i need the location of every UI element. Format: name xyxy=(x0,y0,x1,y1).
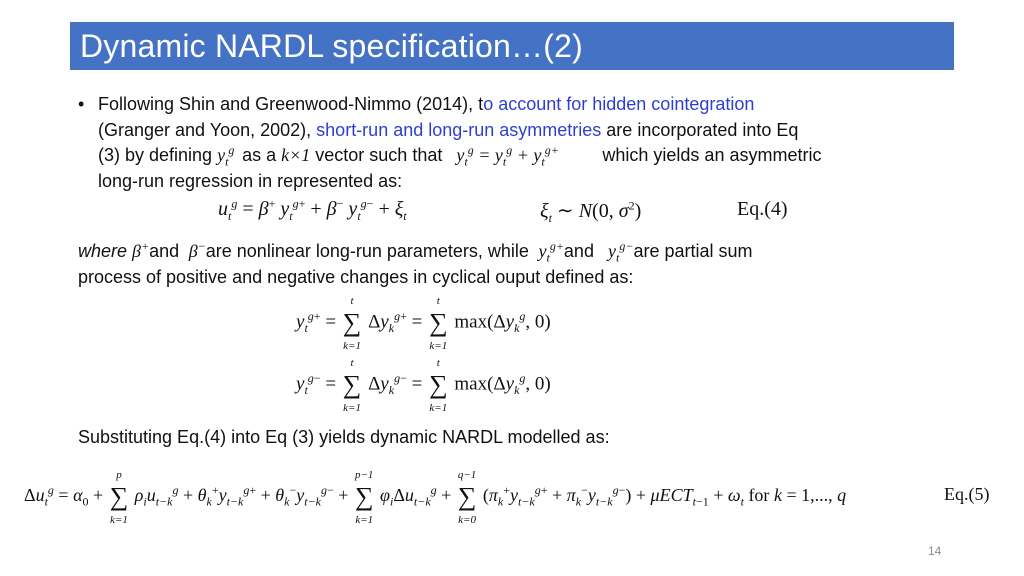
eq4-label: Eq.(4) xyxy=(737,198,788,220)
where-end: are partial sum xyxy=(633,241,753,261)
bullet-line-2: (Granger and Yoon, 2002), xyxy=(98,119,317,140)
where-word: where xyxy=(78,241,128,261)
page-number: 14 xyxy=(928,544,942,558)
where-line-2: process of positive and negative changes in cyclical ouput defined as: xyxy=(78,267,634,287)
where-line xyxy=(78,239,753,265)
yt-minus-symbol: $y_t^{g-}$ xyxy=(598,239,634,265)
eq5-label: Eq.(5) xyxy=(944,484,990,504)
where-mid: are nonlinear long-run parameters, while xyxy=(205,241,529,261)
bullet-text xyxy=(98,92,958,194)
long-run-regression-equation: $u_t^g = \beta^+$ $y_t^{g+} + \beta^-$ $y_t^{g-} + \xi_t$ xyxy=(218,196,407,223)
decomposition-formula: $y_t^g = y_t^g + y_t^{g+}$ xyxy=(447,143,559,169)
bullet-paragraph xyxy=(78,92,958,194)
bullet-line-3d: which yields an asymmetric xyxy=(602,145,822,165)
slide-title: Dynamic NARDL specification…(2) xyxy=(80,27,583,64)
beta-plus-symbol: β+ xyxy=(132,239,150,261)
bullet-line-3a: (3) by defining xyxy=(98,145,218,165)
partial-sum-negative: $y_t^{g-}$ = ∑ t k=1 $\Delta y_k^{g-}$ = ∑ t k=1 $\max(\Delta y_k^g$, 0) xyxy=(296,357,551,414)
bullet-line-2-tail: are incorporated into Eq xyxy=(601,119,799,140)
bullet-line-3c: vector such that xyxy=(315,145,443,165)
dynamic-nardl-equation: $\Delta u_t^g = \alpha_0$ + ∑ p k=1 $\rho_iu_{t-k}^g + \theta_k^+y_{t-k}^{g+} + \theta_k^-y_{t-k}^{g-}$ + ∑ p−1 k=1 $\varphi_i\Delta u_{t-k}^g$ + ∑ q−1 k=0 $(\pi_k^+y_{t-k}^{g+} + \pi_k^-y_{t-k}^{g-}) + \mu ECT_{t-1} + \omega_t$ for k = 1,..., q xyxy=(24,469,847,526)
eq5-for: for xyxy=(748,485,770,506)
where-and-1: and xyxy=(149,241,180,261)
bullet-line-4: long-run regression in represented as: xyxy=(98,170,403,191)
partial-sum-positive: $y_t^{g+}$ = ∑ t k=1 $\Delta y_k^{g+}$ = ∑ t k=1 $\max(\Delta y_k^g$, 0) xyxy=(296,295,551,352)
bullet-dot-icon: • xyxy=(78,94,85,114)
hidden-cointegration-text: o account for hidden cointegration xyxy=(483,94,755,114)
slide-title-bar xyxy=(70,22,954,70)
yt-g-symbol: $y_t^g$ xyxy=(217,143,235,169)
k-by-1-symbol: k×1 xyxy=(281,145,311,165)
beta-minus-symbol: β− xyxy=(184,239,206,261)
substituting-text: Substituting Eq.(4) into Eq (3) yields dynamic NARDL modelled as: xyxy=(78,427,610,447)
asymmetries-text: short-run and long-run asymmetries xyxy=(316,119,602,140)
bullet-line-3b: as a xyxy=(242,145,282,165)
error-distribution: $\xi_t$ ∼ N(0, $\sigma^2$) xyxy=(540,198,642,225)
bullet-line-1: Following Shin and Greenwood-Nimmo (2014), t xyxy=(98,94,484,114)
yt-plus-symbol: $y_t^{g+}$ xyxy=(533,239,564,265)
where-and-2: and xyxy=(563,241,594,261)
